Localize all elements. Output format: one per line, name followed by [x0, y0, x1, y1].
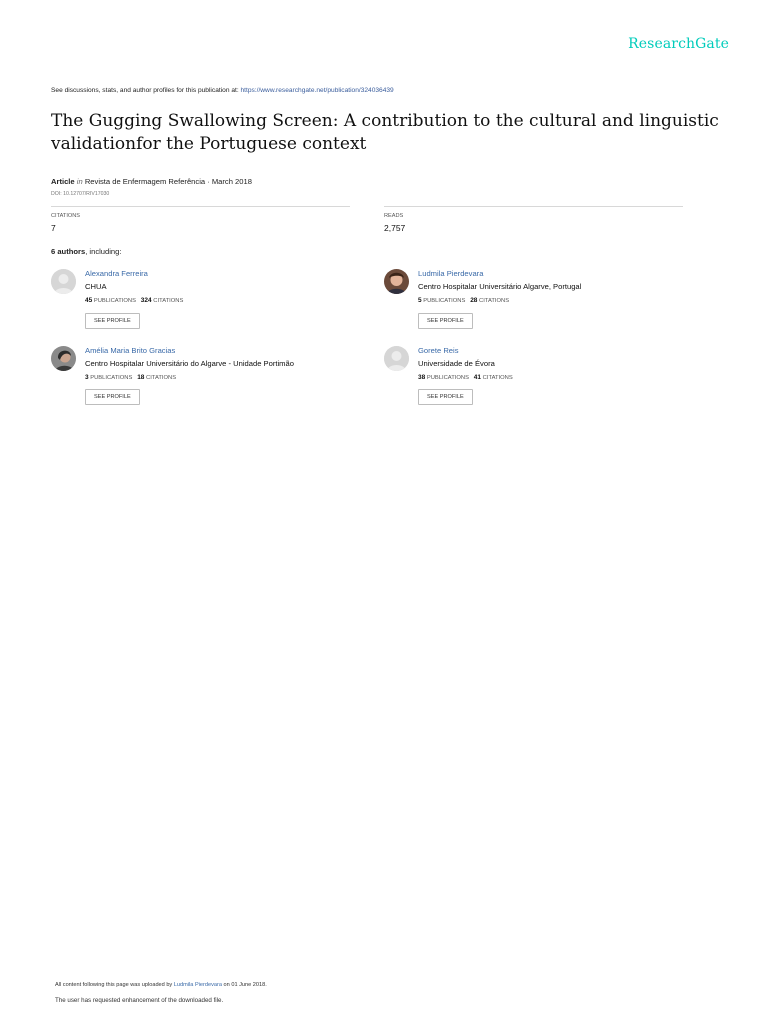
reads-value: 2,757 — [384, 223, 406, 233]
publications-label: PUBLICATIONS — [426, 375, 469, 381]
author-stats — [418, 374, 513, 381]
publication-link[interactable]: https://www.researchgate.net/publication/324036439 — [240, 87, 394, 94]
author-affiliation: Centro Hospitalar Universitário Algarve, Portugal — [418, 282, 582, 291]
authors-suffix: , including: — [85, 247, 122, 256]
avatar-placeholder[interactable] — [51, 269, 76, 294]
see-profile-button[interactable]: SEE PROFILE — [85, 313, 140, 329]
citations-label: CITATIONS — [479, 298, 510, 304]
publications-label: PUBLICATIONS — [90, 375, 133, 381]
authors-count: 6 authors — [51, 247, 86, 256]
see-profile-button[interactable]: SEE PROFILE — [418, 389, 473, 405]
citations-label: CITATIONS — [51, 213, 81, 219]
publications-label: PUBLICATIONS — [93, 298, 136, 304]
author-name[interactable]: Gorete Reis — [418, 346, 459, 355]
author-stats — [85, 374, 176, 381]
doi: DOI: 10.12707/RIV17030 — [51, 191, 110, 197]
divider-left — [51, 206, 350, 207]
author-stats — [85, 297, 183, 304]
article-meta — [51, 177, 252, 186]
article-venue: Revista de Enfermagem Referência · March 2018 — [84, 177, 252, 186]
reads-label: READS — [384, 213, 404, 219]
paper-title: The Gugging Swallowing Screen: A contribution to the cultural and linguistic validationfor the Portuguese context — [51, 111, 719, 154]
citations-count: 41 — [473, 374, 482, 381]
discussions-line — [51, 87, 394, 94]
upload-prefix: All content following this page was uploaded by — [55, 982, 174, 988]
author-stats — [418, 297, 509, 304]
article-in: in — [76, 177, 83, 186]
citations-count: 18 — [137, 374, 145, 381]
user-photo-icon — [384, 269, 409, 294]
citations-count: 28 — [470, 297, 478, 304]
article-type: Article — [51, 177, 75, 186]
author-name[interactable]: Alexandra Ferreira — [85, 269, 148, 278]
see-profile-button[interactable]: SEE PROFILE — [418, 313, 473, 329]
citations-value: 7 — [51, 223, 56, 233]
publications-count: 45 — [85, 297, 93, 304]
avatar-placeholder[interactable] — [384, 346, 409, 371]
divider-right — [384, 206, 683, 207]
author-name[interactable]: Amélia Maria Brito Gracias — [85, 346, 176, 355]
enhancement-note: The user has requested enhancement of the downloaded file. — [55, 997, 224, 1004]
authors-summary — [51, 247, 122, 256]
discussions-text: See discussions, stats, and author profiles for this publication at: — [51, 87, 241, 94]
author-affiliation: Centro Hospitalar Universitário do Algarve - Unidade Portimão — [85, 359, 294, 368]
author-affiliation: CHUA — [85, 282, 107, 291]
upload-suffix: on 01 June 2018. — [222, 982, 267, 988]
publications-count: 5 — [418, 297, 422, 304]
citations-count: 324 — [140, 297, 152, 304]
citations-label: CITATIONS — [482, 375, 513, 381]
citations-label: CITATIONS — [146, 375, 177, 381]
see-profile-button[interactable]: SEE PROFILE — [85, 389, 140, 405]
publications-count: 38 — [418, 374, 426, 381]
publications-count: 3 — [85, 374, 89, 381]
author-name[interactable]: Ludmila Pierdevara — [418, 269, 484, 278]
avatar-photo[interactable] — [51, 346, 76, 371]
default-avatar-icon — [51, 269, 76, 294]
citations-label: CITATIONS — [153, 298, 184, 304]
researchgate-logo[interactable]: ResearchGate — [628, 36, 729, 52]
default-avatar-icon — [384, 346, 409, 371]
uploader-link[interactable]: Ludmila Pierdevara — [173, 982, 222, 988]
author-affiliation: Universidade de Évora — [418, 359, 495, 368]
avatar-photo[interactable] — [384, 269, 409, 294]
user-photo-icon — [51, 346, 76, 371]
publications-label: PUBLICATIONS — [423, 298, 466, 304]
upload-note — [55, 982, 267, 988]
